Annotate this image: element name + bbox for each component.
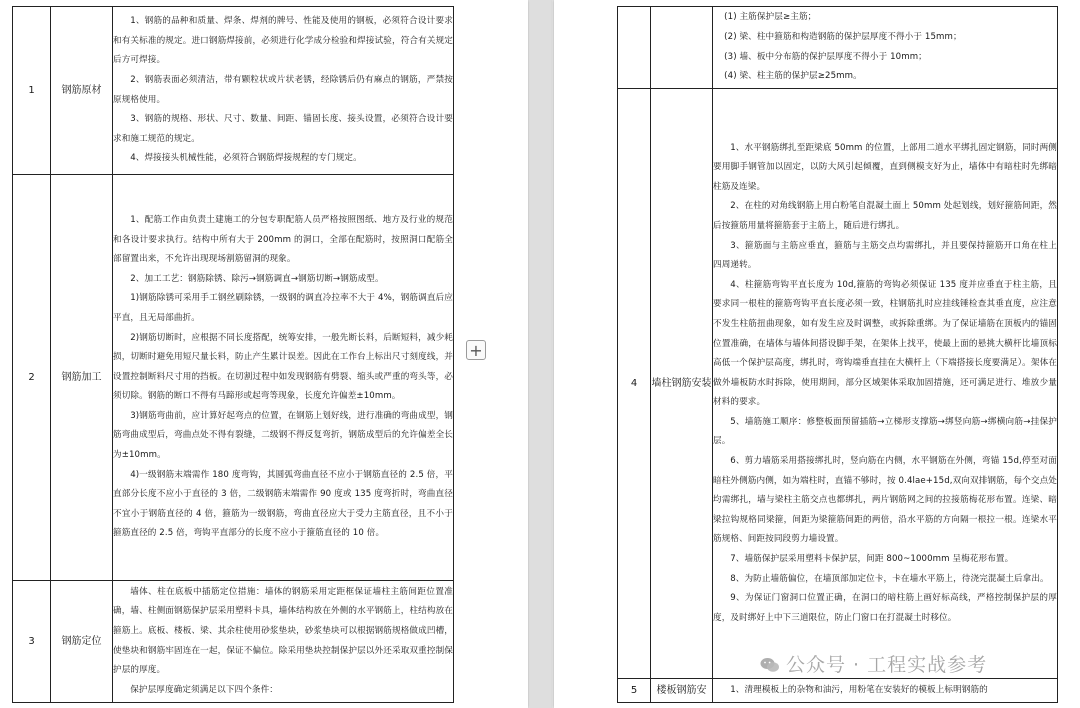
item-content bbox=[113, 175, 454, 581]
spec-table-right bbox=[617, 6, 1058, 703]
paragraph: 墙体、柱在底板中插筋定位措施：墙体的钢筋采用定距框保证墙柱主筋间距位置准确，墙、柱侧面钢筋保护层采用塑料卡具，墙体结构放在外侧的水平钢筋上，柱结构放在箍筋上。底板、楼板、梁、其余柱使用砂浆垫块，砂浆垫块可以根据钢筋规格做成凹槽，使垫块和钢筋牢固连在一起，保证不偏位。除采用垫块控制保护层以外还采取双重控制保护层的厚度。 bbox=[113, 586, 453, 676]
item-content bbox=[113, 7, 454, 175]
paragraph: 3、箍筋面与主筋应垂直，箍筋与主筋交点均需绑扎，并且要保持箍筋开口角在柱上四周递转。 bbox=[713, 240, 1057, 271]
row-number bbox=[618, 7, 651, 89]
paragraph: 8、为防止墙筋偏位，在墙顶部加定位卡，卡在墙水平筋上，待浇完混凝土后拿出。 bbox=[730, 573, 1049, 584]
paragraph: 2、钢筋表面必须清洁，带有颗粒状或片状老锈，经除锈后仍有麻点的钢筋，严禁按原规格使用。 bbox=[113, 74, 453, 105]
paragraph: 2)钢筋切断时，应根据不同长度搭配，统筹安排，一般先断长料，后断短料，减少耗损，切断时避免用短尺量长料，防止产生累计误差。因此在工作台上标出尺寸刻度线，并设置控制断料尺寸用的挡板。在切割过程中如发现钢筋有劈裂、缩头或严重的弯头等，必须切除。钢筋的断口不得有马蹄形或起弯等现象，长度允许偏差±10mm。 bbox=[113, 332, 453, 402]
paragraph: 3、钢筋的规格、形状、尺寸、数量、间距、锚固长度、接头设置，必须符合设计要求和施工规范的规定。 bbox=[113, 114, 453, 144]
item-content bbox=[113, 581, 454, 703]
paragraph: (2) 梁、柱中箍筋和构造钢筋的保护层厚度不得小于 15mm； bbox=[724, 31, 962, 42]
paragraph: 1、钢筋的品种和质量、焊条、焊剂的牌号、性能及使用的钢板，必须符合设计要求和有关标准的规定。进口钢筋焊接前，必须进行化学成分检验和焊接试验，符合有关规定后方可焊接。 bbox=[113, 16, 453, 66]
watermark bbox=[760, 650, 987, 677]
row-number: 2 bbox=[13, 175, 51, 581]
page-gap-divider bbox=[530, 0, 552, 708]
table-row bbox=[13, 175, 454, 581]
item-name: 钢筋加工 bbox=[51, 175, 113, 581]
item-name: 墙柱钢筋安装 bbox=[651, 89, 713, 679]
paragraph: (4) 梁、柱主筋的保护层≥25mm。 bbox=[724, 71, 862, 82]
paragraph: 7、墙筋保护层采用塑料卡保护层，间距 800~1000mm 呈梅花形布置。 bbox=[730, 554, 1014, 565]
paragraph: 4)一级钢筋末端需作 180 度弯钩，其圆弧弯曲直径不应小于钢筋直径的 2.5 倍，平直部分长度不应小于直径的 3 倍，二级钢筋末端需作 90 度或 135 度弯折时，弯曲直径不宜小于钢筋直径的 4 倍，箍筋为一级钢筋，弯曲直径应大于受力主筋直径，且不小于箍筋直径的 2.5 倍，弯钩平直部分的长度不应小于箍筋直径的 10 倍。 bbox=[113, 469, 453, 539]
table-row bbox=[618, 7, 1058, 89]
paragraph: 6、剪力墙筋采用搭接绑扎时，竖向筋在内侧，水平钢筋在外侧，弯锚 15d,停至对面暗柱外侧筋内侧，如为端柱时，直锚不够时，按 0.4lae+15d,双向双排钢筋，每个交点处均需绑扎，墙与梁柱主筋交点也都绑扎，两片钢筋网之间的拉接筋梅花形布置。连梁、暗梁拉钩规格同梁箍，间距为梁箍筋间距的两倍，沿水平筋的方向隔一根拉一根。连梁水平筋规格、间距按同段剪力墙设置。 bbox=[713, 456, 1057, 545]
item-name: 钢筋原材 bbox=[51, 7, 113, 175]
row-number: 3 bbox=[13, 581, 51, 703]
spec-table-left bbox=[12, 6, 454, 703]
row-number: 4 bbox=[618, 89, 651, 679]
item-content bbox=[713, 7, 1058, 89]
paragraph: (1) 主筋保护层≥主筋； bbox=[724, 12, 817, 23]
row-number: 1 bbox=[13, 7, 51, 175]
wechat-icon bbox=[760, 656, 780, 672]
paragraph: 3)钢筋弯曲前，应计算好起弯点的位置，在钢筋上划好线，进行准确的弯曲成型，钢筋弯曲成型后，弯曲点处不得有裂缝，二级钢不得反复弯折，钢筋成型后的允许偏差全长为±10mm。 bbox=[113, 410, 453, 461]
document-page-left bbox=[0, 0, 528, 708]
paragraph: 5、墙筋施工顺序：修整板面预留插筋→立梯形支撑筋→绑竖向筋→绑横向筋→挂保护层。 bbox=[713, 416, 1057, 447]
table-row bbox=[618, 679, 1058, 703]
document-page-right bbox=[554, 0, 1080, 708]
table-row bbox=[13, 581, 454, 703]
paragraph: 1、配筋工作由负责土建施工的分包专职配筋人员严格按照图纸、地方及行业的规范和各设计要求执行。结构中所有大于 200mm 的洞口，全部在配筋时，按照洞口配筋全部留置出来，不允许出现现场割筋留洞的现象。 bbox=[113, 214, 453, 265]
paragraph: 1、清理模板上的杂物和油污，用粉笔在安装好的模板上标明钢筋的 bbox=[730, 684, 988, 695]
paragraph: 4、柱箍筋弯钩平直长度为 10d,箍筋的弯钩必须保证 135 度并应垂直于柱主筋，且要求同一根柱的箍筋弯钩平直长度必须一致，柱钢筋扎时应挂线锤检查其垂直度，应注意不发生柱筋扭曲现象，如有发生应及时调整，或拆除重绑。为了保证墙筋在顶板内的锚固位置准确，在墙体与墙体间搭设脚手架，在架体上找平，使最上面的悬挑大横杆比墙顶标高低一个保护层高度，绑扎时，弯钩端垂直挂在大横杆上（下端搭接长度要满足）。架体在做外墙板防水时拆除，使用期间，部分区域架体采取加固措施，还可满足进行、堆放少量材料的要求。 bbox=[713, 279, 1057, 408]
table-row bbox=[13, 7, 454, 175]
table-row bbox=[618, 89, 1058, 679]
paragraph: 1)钢筋除锈可采用手工钢丝刷除锈，一级钢的调直冷拉率不大于 4%，钢筋调直后应平直，且无局部曲折。 bbox=[113, 293, 453, 323]
item-name: 楼板钢筋安 bbox=[651, 679, 713, 703]
item-name bbox=[651, 7, 713, 89]
item-content bbox=[713, 679, 1058, 703]
paragraph: 4、焊接接头机械性能，必须符合钢筋焊接规程的专门规定。 bbox=[130, 153, 362, 164]
item-content bbox=[713, 89, 1058, 679]
watermark-text: 公众号 · 工程实战参考 bbox=[786, 654, 988, 676]
paragraph: 2、加工工艺：钢筋除锈、除污→钢筋调直→钢筋切断→钢筋成型。 bbox=[130, 273, 384, 284]
add-button[interactable]: + bbox=[466, 340, 486, 360]
paragraph: 9、为保证门窗洞口位置正确，在洞口的暗柱筋上画好标高线，严格控制保护层的厚度，及时绑好上中下三道限位，防止门窗口在打混凝土时移位。 bbox=[713, 593, 1057, 623]
item-name: 钢筋定位 bbox=[51, 581, 113, 703]
paragraph: (3) 墙、板中分布筋的保护层厚度不得小于 10mm； bbox=[724, 51, 927, 62]
paragraph: 保护层厚度确定须满足以下四个条件： bbox=[130, 684, 278, 695]
paragraph: 2、在柱的对角线钢筋上用白粉笔自混凝土面上 50mm 处起划线，划好箍筋间距，然后按箍筋用量将箍筋套于主筋上，随后进行绑扎。 bbox=[713, 201, 1057, 231]
paragraph: 1、水平钢筋绑扎至距梁底 50mm 的位置，上部用二道水平绑扎固定钢筋，同时两侧要用脚手钢管加以固定，以防大风引起倾覆，直到侧模支好为止，墙体中有暗柱时先绑暗柱筋及连梁。 bbox=[713, 142, 1057, 192]
row-number: 5 bbox=[618, 679, 651, 703]
